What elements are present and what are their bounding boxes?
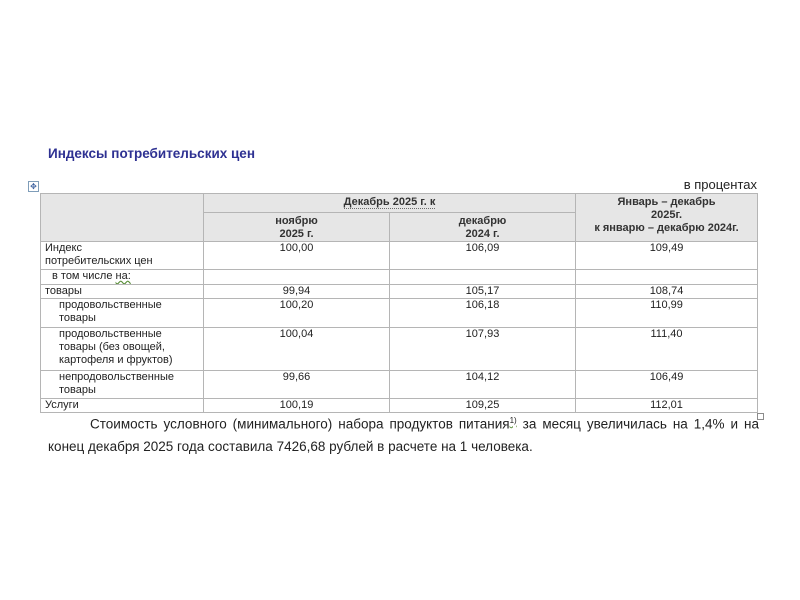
- food-basket-paragraph: [48, 410, 759, 458]
- page-title: Индексы потребительских цен: [48, 146, 255, 161]
- row-label-suffix: на:: [115, 270, 131, 282]
- row-value-dec: 106,18: [390, 299, 576, 328]
- table-row: [41, 242, 758, 270]
- header-col2: декабрю 2024 г.: [390, 213, 576, 242]
- row-value-nov: 100,19: [204, 399, 390, 413]
- table-row: [41, 270, 758, 285]
- row-value-nov: 100,20: [204, 299, 390, 328]
- row-value-year: 108,74: [576, 285, 758, 299]
- table-row: [41, 285, 758, 299]
- row-label: Индекс потребительских цен: [41, 242, 204, 270]
- cpi-table: [40, 193, 758, 413]
- paragraph-text-part1: Стоимость условного (минимального) набора продуктов питания: [90, 416, 510, 432]
- table-move-handle-icon[interactable]: ✥: [28, 181, 39, 192]
- row-value-dec: 106,09: [390, 242, 576, 270]
- table-row: [41, 371, 758, 399]
- row-label: непродовольственные товары: [41, 371, 204, 399]
- row-value-dec: 105,17: [390, 285, 576, 299]
- row-value-year: 110,99: [576, 299, 758, 328]
- header-col1: ноябрю 2025 г.: [204, 213, 390, 242]
- header-corner-cell: [41, 194, 204, 242]
- row-label: товары: [41, 285, 204, 299]
- header-group-label: Декабрь 2025 г. к: [343, 196, 436, 208]
- row-value-nov: 100,04: [204, 328, 390, 371]
- header-group-december: [204, 194, 576, 213]
- row-value-dec: 107,93: [390, 328, 576, 371]
- row-value-nov: 100,00: [204, 242, 390, 270]
- row-value-nov: 99,94: [204, 285, 390, 299]
- table-row: [41, 299, 758, 328]
- row-value-year: [576, 270, 758, 285]
- row-value-year: 112,01: [576, 399, 758, 413]
- row-value-nov: 99,66: [204, 371, 390, 399]
- row-label-prefix: в том числе: [52, 270, 116, 282]
- row-label: продовольственные товары: [41, 299, 204, 328]
- row-label: [41, 270, 204, 285]
- row-value-dec: [390, 270, 576, 285]
- row-value-nov: [204, 270, 390, 285]
- row-label: Услуги: [41, 399, 204, 413]
- row-value-year: 111,40: [576, 328, 758, 371]
- units-label: в процентах: [683, 177, 757, 192]
- row-value-dec: 109,25: [390, 399, 576, 413]
- row-value-year: 109,49: [576, 242, 758, 270]
- row-label: продовольственные товары (без овощей, картофеля и фруктов): [41, 328, 204, 371]
- paragraph-text-part2: за месяц увеличилась на 1,4% и на конец декабря 2025 года составила 7426,68 рублей в расчете на 1 человека.: [48, 416, 760, 454]
- row-value-dec: 104,12: [390, 371, 576, 399]
- header-col3: Январь – декабрь 2025г. к январю – декабрю 2024г.: [576, 194, 758, 242]
- table-row: [41, 328, 758, 371]
- row-value-year: 106,49: [576, 371, 758, 399]
- footnote-ref[interactable]: 1): [509, 416, 517, 425]
